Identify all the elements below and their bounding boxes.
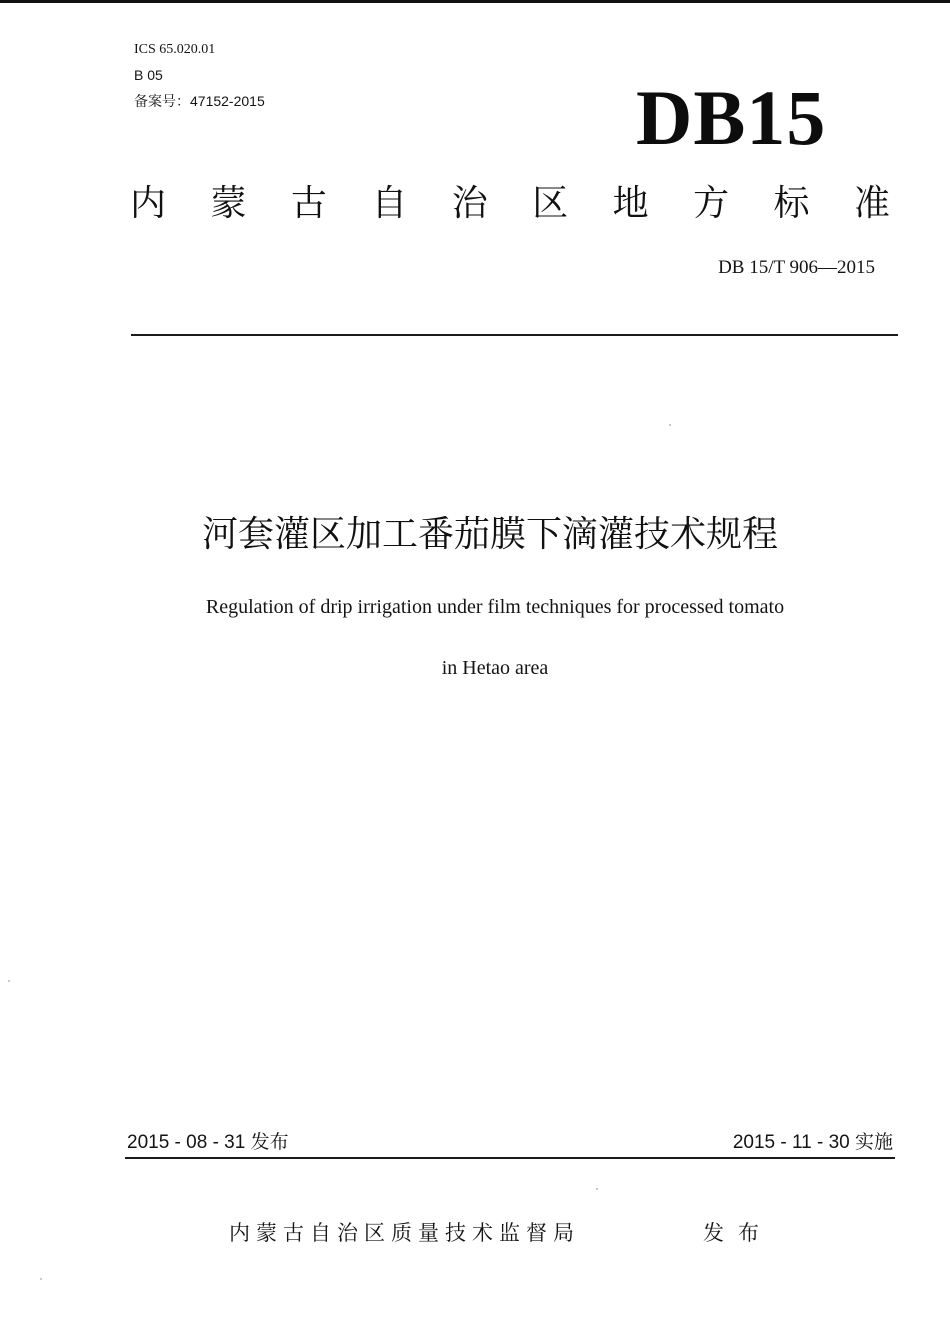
- standard-type-char: 标: [773, 183, 810, 224]
- english-title-line-1: Regulation of drip irrigation under film techniques for processed tomato: [205, 596, 785, 618]
- standard-type-char: 蒙: [210, 183, 247, 224]
- implementation-date: 2015 - 11 - 30 实施: [732, 1132, 893, 1153]
- classification-code: B 05: [134, 67, 163, 83]
- chinese-title: 河套灌区加工番茄膜下滴灌技术规程: [201, 514, 778, 555]
- standard-number: DB 15/T 906—2015: [718, 257, 875, 278]
- ics-code: ICS 65.020.01: [134, 42, 216, 57]
- standard-type-char: 方: [693, 183, 730, 224]
- publish-date: 2015 - 08 - 31 发布: [127, 1132, 289, 1153]
- scan-speck: [596, 1188, 598, 1190]
- standard-type-char: 自: [371, 183, 408, 224]
- scan-speck: [8, 980, 10, 982]
- top-border: [0, 0, 950, 3]
- standard-type-char: 治: [451, 183, 488, 224]
- issuing-authority: 内蒙古自治区质量技术监督局: [229, 1221, 580, 1245]
- standard-type-heading: [130, 180, 890, 228]
- scan-speck: [40, 1278, 42, 1280]
- standard-type-char: 准: [853, 183, 890, 224]
- issue-label: 发布: [703, 1221, 773, 1245]
- record-number: 备案号：47152-2015: [134, 93, 265, 109]
- english-title-line-2: in Hetao area: [441, 657, 549, 679]
- standard-type-char: 地: [612, 183, 649, 224]
- standard-type-char: 古: [290, 183, 327, 224]
- db15-logo: DB15: [636, 74, 827, 161]
- scan-speck: [669, 424, 671, 426]
- footer-divider: [125, 1157, 895, 1159]
- standard-type-char: 区: [532, 183, 569, 224]
- standard-type-char: 内: [130, 183, 167, 224]
- header-divider: [131, 334, 898, 336]
